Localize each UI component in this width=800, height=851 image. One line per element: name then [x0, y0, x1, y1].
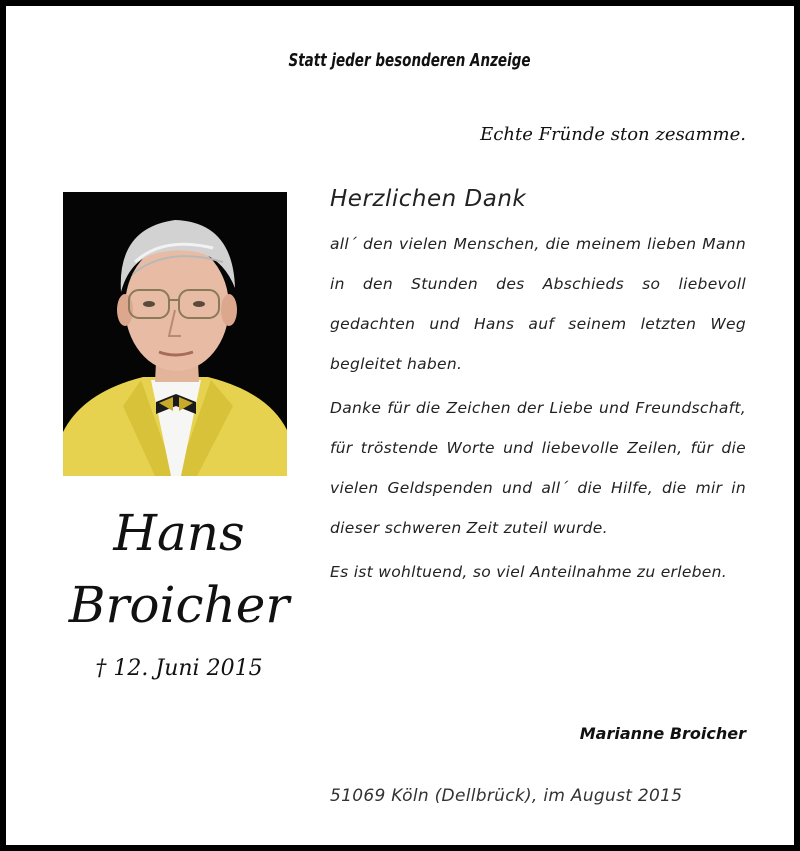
death-date: † 12. Juni 2015: [95, 656, 263, 681]
notice-header: Statt jeder besonderen Anzeige: [288, 50, 531, 71]
message-paragraph: Es ist wohltuend, so viel Anteilnahme zu erleben.: [330, 563, 727, 581]
deceased-first-name: Hans: [113, 504, 245, 562]
portrait-photo: [63, 192, 287, 476]
motto: Echte Fründe ston zesamme.: [480, 124, 746, 145]
message-column: [330, 186, 746, 596]
signature: Marianne Broicher: [579, 724, 746, 743]
message-paragraph: Danke für die Zeichen der Liebe und Freundschaft, für tröstende Worte und liebevolle Zeilen, für die vielen Geldspenden und all´ die Hilfe, die mir in dieser schweren Zeit zuteil wurde.: [330, 399, 746, 537]
message-heading: Herzlichen Dank: [330, 186, 527, 212]
deceased-last-name: Broicher: [68, 576, 290, 634]
portrait-illustration: [63, 192, 287, 476]
message-paragraph: all´ den vielen Menschen, die meinem lieben Mann in den Stunden des Abschieds so liebevoll gedachten und Hans auf seinem letzten Weg begleitet haben.: [330, 235, 746, 373]
place-date: 51069 Köln (Dellbrück), im August 2015: [330, 786, 683, 806]
